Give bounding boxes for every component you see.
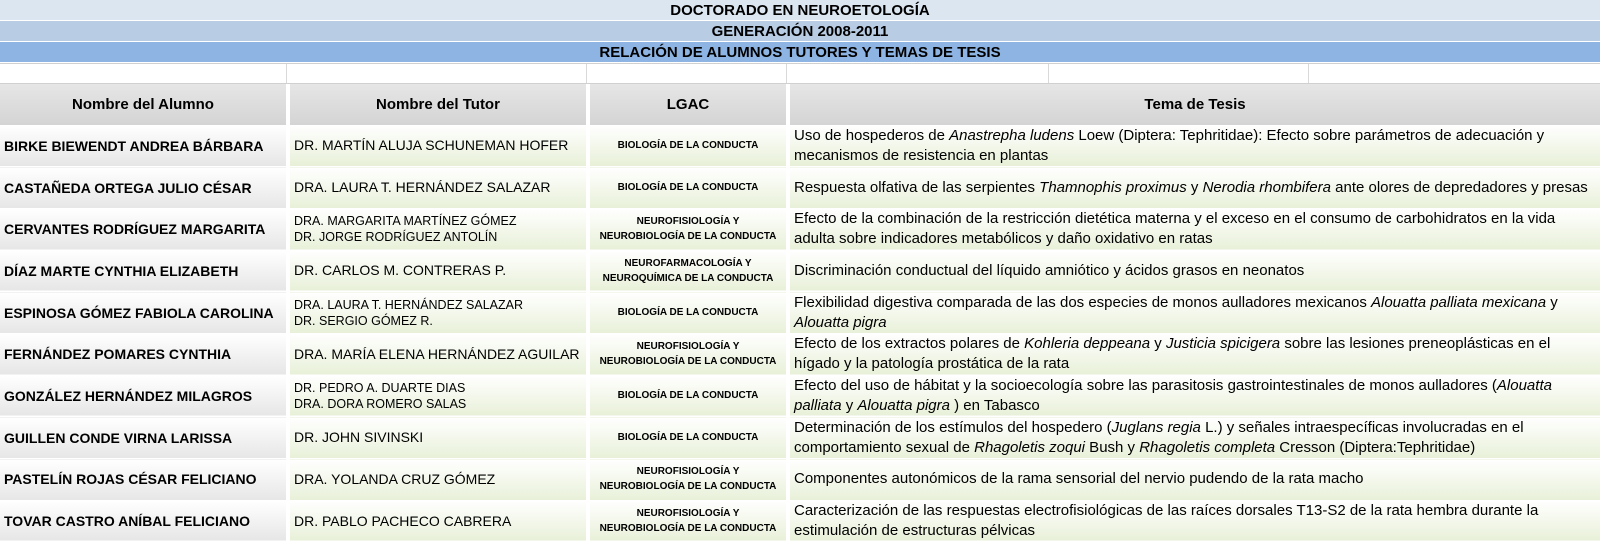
- student-name-cell: CERVANTES RODRÍGUEZ MARGARITA: [0, 208, 288, 250]
- thesis-topic-cell: [788, 459, 1600, 501]
- table-row: [0, 333, 1600, 375]
- topic-text: Caracterización de las respuestas electrofisiológicas de las raíces dorsales T13-S2 de la rata hembra durante la estimulación de estructuras pélvicas: [794, 502, 1539, 540]
- topic-text: sobre las lesiones preneoplásticas en el hígado y la patología prostática de la rata: [794, 335, 1551, 373]
- topic-text: ante olores de depredadores y presas: [1330, 178, 1588, 196]
- species-name: Nerodia rhombifera: [1202, 178, 1331, 196]
- tutor-name: DR. CARLOS M. CONTRERAS P.: [294, 262, 507, 279]
- document-title: DOCTORADO EN NEUROETOLOGÍA: [0, 0, 1600, 21]
- species-name: Alouatta palliata: [794, 376, 1552, 414]
- header-row: [0, 84, 1600, 125]
- lgac-line: BIOLOGÍA DE LA CONDUCTA: [617, 182, 759, 194]
- lgac-line: NEUROFISIOLOGÍA Y: [636, 466, 740, 478]
- thesis-topic-cell: [788, 500, 1600, 542]
- lgac-line: NEUROFISIOLOGÍA Y: [636, 341, 740, 353]
- table-row: [0, 375, 1600, 417]
- species-name: Juglans regia: [1111, 418, 1201, 436]
- topic-text: Uso de hospederos de: [794, 126, 950, 144]
- thesis-topic-cell: [788, 125, 1600, 167]
- table-row: [0, 292, 1600, 334]
- topic-text: y: [1150, 335, 1166, 353]
- thesis-table: [0, 84, 1600, 542]
- lgac-cell: [588, 292, 788, 334]
- lgac-line: BIOLOGÍA DE LA CONDUCTA: [617, 390, 759, 402]
- tutor-name-cell: [288, 292, 588, 334]
- thesis-topic-cell: [788, 375, 1600, 417]
- tutor-name: DR. JORGE RODRÍGUEZ ANTOLÍN: [294, 230, 498, 245]
- thesis-topic-cell: [788, 167, 1600, 209]
- lgac-line: BIOLOGÍA DE LA CONDUCTA: [617, 140, 759, 152]
- lgac-cell: [588, 375, 788, 417]
- topic-text: Determinación de los estímulos del hospedero (: [794, 418, 1112, 436]
- tutor-name: DRA. MARGARITA MARTÍNEZ GÓMEZ: [294, 214, 517, 229]
- species-name: Alouatta pigra: [794, 313, 887, 331]
- lgac-line: NEUROBIOLOGÍA DE LA CONDUCTA: [599, 356, 777, 368]
- topic-text: Componentes autonómicos de la rama sensorial del nervio pudendo de la rata macho: [794, 470, 1364, 488]
- topic-text: Bush y: [1085, 438, 1140, 456]
- lgac-cell: [588, 250, 788, 292]
- lgac-cell: [588, 208, 788, 250]
- student-name-cell: FERNÁNDEZ POMARES CYNTHIA: [0, 333, 288, 375]
- table-row: [0, 125, 1600, 167]
- table-row: [0, 167, 1600, 209]
- lgac-line: BIOLOGÍA DE LA CONDUCTA: [617, 307, 759, 319]
- tutor-name-cell: [288, 125, 588, 167]
- tutor-name-cell: [288, 459, 588, 501]
- lgac-cell: [588, 500, 788, 542]
- tutor-name: DRA. DORA ROMERO SALAS: [294, 396, 467, 411]
- lgac-line: NEUROBIOLOGÍA DE LA CONDUCTA: [599, 523, 777, 535]
- column-header-alumno: Nombre del Alumno: [0, 84, 288, 125]
- topic-text: Flexibilidad digestiva comparada de las dos especies de monos aulladores mexicanos: [794, 293, 1371, 311]
- topic-text: y: [841, 396, 858, 414]
- lgac-line: NEUROFISIOLOGÍA Y: [636, 216, 740, 228]
- student-name-cell: BIRKE BIEWENDT ANDREA BÁRBARA: [0, 125, 288, 167]
- topic-text: Efecto de los extractos polares de: [794, 335, 1025, 353]
- tutor-name: DRA. LAURA T. HERNÁNDEZ SALAZAR: [294, 179, 551, 196]
- student-name-cell: TOVAR CASTRO ANÍBAL FELICIANO: [0, 500, 288, 542]
- lgac-line: NEUROFARMACOLOGÍA Y: [624, 257, 752, 269]
- tutor-name: DRA. YOLANDA CRUZ GÓMEZ: [294, 470, 496, 487]
- lgac-cell: [588, 125, 788, 167]
- spacer-row: [0, 63, 1600, 84]
- tutor-name: DRA. LAURA T. HERNÁNDEZ SALAZAR: [294, 297, 523, 312]
- column-header-lgac: LGAC: [588, 84, 788, 125]
- lgac-line: BIOLOGÍA DE LA CONDUCTA: [617, 432, 759, 444]
- lgac-line: NEUROBIOLOGÍA DE LA CONDUCTA: [599, 231, 777, 243]
- topic-text: L.) y señales intraespecíficas involucradas en el comportamiento sexual de: [794, 418, 1524, 456]
- topic-text: Cresson (Diptera:Tephritidae): [1275, 438, 1476, 456]
- lgac-cell: [588, 333, 788, 375]
- table-row: [0, 500, 1600, 542]
- table-body: [0, 125, 1600, 542]
- thesis-topic-cell: [788, 333, 1600, 375]
- table-row: [0, 208, 1600, 250]
- tutor-name: DR. JOHN SIVINSKI: [294, 429, 424, 446]
- tutor-name-cell: [288, 500, 588, 542]
- tutor-name: DRA. MARÍA ELENA HERNÁNDEZ AGUILAR: [294, 345, 580, 362]
- tutor-name-cell: [288, 417, 588, 459]
- student-name-cell: CASTAÑEDA ORTEGA JULIO CÉSAR: [0, 167, 288, 209]
- student-name-cell: ESPINOSA GÓMEZ FABIOLA CAROLINA: [0, 292, 288, 334]
- tutor-name: DR. SERGIO GÓMEZ R.: [294, 313, 433, 328]
- thesis-topic-cell: [788, 208, 1600, 250]
- lgac-line: NEUROFISIOLOGÍA Y: [636, 508, 740, 520]
- species-name: Justicia spicigera: [1165, 335, 1281, 353]
- table-row: [0, 250, 1600, 292]
- topic-text: y: [1546, 293, 1558, 311]
- lgac-cell: [588, 459, 788, 501]
- tutor-name-cell: [288, 167, 588, 209]
- tutor-name: DR. PEDRO A. DUARTE DIAS: [294, 380, 466, 395]
- topic-text: Efecto de la combinación de la restricción dietética materna y el exceso en el consumo de carbohidratos en la vida adulta sobre indicadores metabólicos y daño oxidativo en ratas: [794, 210, 1556, 248]
- student-name-cell: PASTELÍN ROJAS CÉSAR FELICIANO: [0, 459, 288, 501]
- lgac-cell: [588, 417, 788, 459]
- species-name: Alouatta palliata mexicana: [1371, 293, 1547, 311]
- student-name-cell: DÍAZ MARTE CYNTHIA ELIZABETH: [0, 250, 288, 292]
- species-name: Thamnophis proximus: [1039, 178, 1187, 196]
- tutor-name-cell: [288, 208, 588, 250]
- tutor-name: DR. MARTÍN ALUJA SCHUNEMAN HOFER: [294, 137, 569, 154]
- tutor-name-cell: [288, 250, 588, 292]
- student-name-cell: GUILLEN CONDE VIRNA LARISSA: [0, 417, 288, 459]
- table-row: [0, 459, 1600, 501]
- student-name-cell: GONZÁLEZ HERNÁNDEZ MILAGROS: [0, 375, 288, 417]
- lgac-line: NEUROQUÍMICA DE LA CONDUCTA: [602, 272, 774, 284]
- column-header-tutor: Nombre del Tutor: [288, 84, 588, 125]
- species-name: Rhagoletis completa: [1139, 438, 1276, 456]
- topic-text: Discriminación conductual del líquido amniótico y ácidos grasos en neonatos: [794, 261, 1305, 279]
- thesis-topic-cell: [788, 292, 1600, 334]
- tutor-name-cell: [288, 375, 588, 417]
- lgac-cell: [588, 167, 788, 209]
- table-row: [0, 417, 1600, 459]
- topic-text: y: [1186, 178, 1203, 196]
- topic-text: ) en Tabasco: [949, 396, 1040, 414]
- tutor-name: DR. PABLO PACHECO CABRERA: [294, 512, 512, 529]
- topic-text: Respuesta olfativa de las serpientes: [794, 178, 1040, 196]
- species-name: Kohleria deppeana: [1024, 335, 1151, 353]
- thesis-topic-cell: [788, 250, 1600, 292]
- generation-title: GENERACIÓN 2008-2011: [0, 21, 1600, 42]
- tutor-name-cell: [288, 333, 588, 375]
- thesis-topic-cell: [788, 417, 1600, 459]
- lgac-line: NEUROBIOLOGÍA DE LA CONDUCTA: [599, 481, 777, 493]
- table-subtitle: RELACIÓN DE ALUMNOS TUTORES Y TEMAS DE TESIS: [0, 42, 1600, 63]
- topic-text: Efecto del uso de hábitat y la socioecología sobre las parasitosis gastrointestinales de monos aulladores (: [794, 376, 1497, 394]
- topic-text: Loew (Diptera: Tephritidae): Efecto sobre parámetros de adecuación y mecanismos de resistencia en plantas: [794, 126, 1545, 164]
- species-name: Alouatta pigra: [857, 396, 950, 414]
- species-name: Anastrepha ludens: [949, 126, 1075, 144]
- column-header-tema: Tema de Tesis: [788, 84, 1600, 125]
- species-name: Rhagoletis zoqui: [974, 438, 1086, 456]
